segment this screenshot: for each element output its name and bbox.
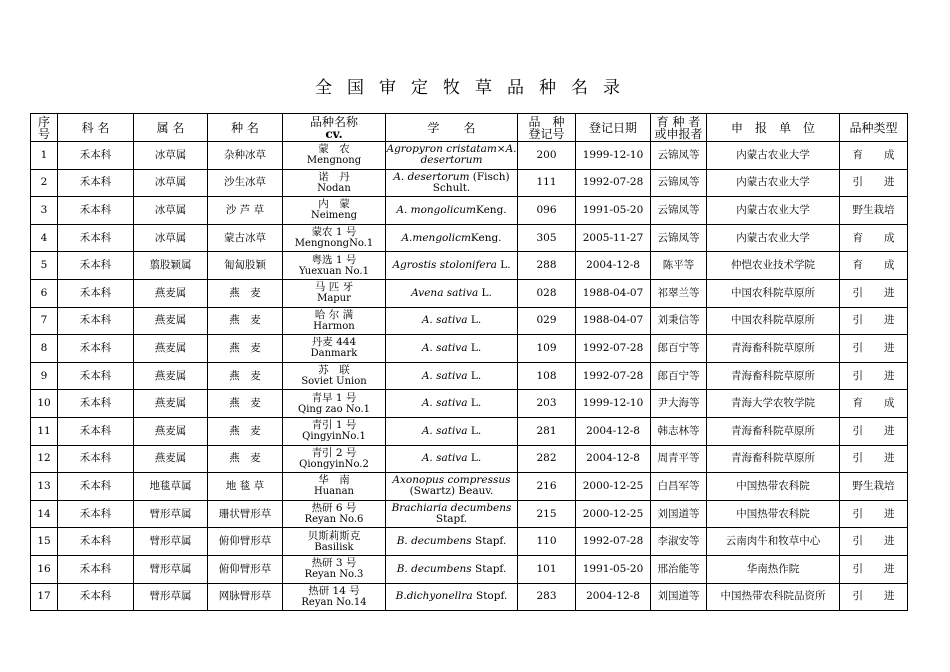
cell-registration-number: 305: [518, 224, 576, 252]
header-date: 登记日期: [576, 114, 651, 142]
cell-species: 燕 麦: [208, 417, 283, 445]
cell-applicant-unit: 内蒙古农业大学: [707, 142, 840, 170]
cell-date: 2000-12-25: [576, 473, 651, 501]
scientific-authority: L.: [496, 259, 511, 272]
cell-species: 燕 麦: [208, 390, 283, 418]
cell-seq: 13: [31, 473, 58, 501]
cell-date: 1991-05-20: [576, 197, 651, 225]
scientific-binomial: B. decumbens: [396, 535, 472, 548]
cell-genus: 燕麦属: [134, 445, 208, 473]
cell-family: 禾本科: [58, 583, 134, 611]
cell-cultivar: [283, 362, 386, 390]
cell-seq: 3: [31, 197, 58, 225]
scientific-authority: L.: [467, 452, 482, 465]
cell-genus: 燕麦属: [134, 335, 208, 363]
cell-cultivar: [283, 252, 386, 280]
cell-scientific-name: [386, 445, 518, 473]
cell-species: 燕 麦: [208, 335, 283, 363]
cell-type: 育 成: [840, 390, 908, 418]
cell-scientific-name: [386, 224, 518, 252]
table-row: [31, 279, 908, 307]
cell-family: 禾本科: [58, 335, 134, 363]
cell-family: 禾本科: [58, 500, 134, 528]
cell-scientific-name: [386, 197, 518, 225]
cell-scientific-name: [386, 362, 518, 390]
cell-genus: 冰草属: [134, 142, 208, 170]
cell-species: 燕 麦: [208, 445, 283, 473]
cell-breeder: 尹大海等: [651, 390, 707, 418]
cultivar-en: Danmark: [310, 348, 358, 360]
cell-registration-number: 281: [518, 417, 576, 445]
cell-seq: 14: [31, 500, 58, 528]
scientific-authority: (Fisch) Schult.: [432, 170, 510, 194]
cell-cultivar: [283, 417, 386, 445]
cell-genus: 臂形草属: [134, 500, 208, 528]
table-row: [31, 390, 908, 418]
cell-family: 禾本科: [58, 197, 134, 225]
cell-genus: 燕麦属: [134, 362, 208, 390]
cell-cultivar: [283, 307, 386, 335]
table-row: [31, 362, 908, 390]
cultivar-cn: 蒙农 1 号: [311, 226, 357, 239]
table-row: [31, 500, 908, 528]
cell-registration-number: 283: [518, 583, 576, 611]
cultivar-en: Reyan No.6: [304, 514, 364, 526]
header-species: 种 名: [208, 114, 283, 142]
cultivar-en: Reyan No.3: [304, 569, 364, 581]
cell-genus: 燕麦属: [134, 279, 208, 307]
cell-scientific-name: [386, 583, 518, 611]
cell-breeder: 白昌军等: [651, 473, 707, 501]
cell-date: 1988-04-07: [576, 307, 651, 335]
scientific-authority: L.: [478, 286, 492, 299]
cell-breeder: 李淑安等: [651, 528, 707, 556]
cell-scientific-name: [386, 335, 518, 363]
cell-genus: 燕麦属: [134, 307, 208, 335]
cell-species: 沙生冰草: [208, 169, 283, 197]
cell-applicant-unit: 中国热带农科院品资所: [707, 583, 840, 611]
cell-seq: 6: [31, 279, 58, 307]
cell-registration-number: 096: [518, 197, 576, 225]
scientific-authority: (Swartz) Beauv.: [409, 485, 494, 498]
scientific-authority: L.: [467, 397, 482, 410]
cell-family: 禾本科: [58, 445, 134, 473]
header-seq: 序 号: [31, 114, 58, 142]
cell-registration-number: 110: [518, 528, 576, 556]
scientific-authority: L.: [467, 424, 482, 437]
cell-cultivar: [283, 500, 386, 528]
cell-species: 燕 麦: [208, 279, 283, 307]
cell-type: 育 成: [840, 142, 908, 170]
cell-registration-number: 288: [518, 252, 576, 280]
cell-seq: 7: [31, 307, 58, 335]
scientific-authority: Stapf.: [471, 562, 507, 575]
header-registration-number: 品 种 登记号: [518, 114, 576, 142]
cell-date: 1992-07-28: [576, 362, 651, 390]
cell-applicant-unit: 云南肉牛和牧草中心: [707, 528, 840, 556]
cell-breeder: 云锦凤等: [651, 142, 707, 170]
cell-applicant-unit: 华南热作院: [707, 555, 840, 583]
cultivar-cn: 苏 联: [318, 364, 350, 377]
scientific-authority: Stapf.: [471, 535, 507, 548]
cell-seq: 2: [31, 169, 58, 197]
cultivar-cn: 青引 2 号: [311, 446, 357, 459]
table-row: [31, 224, 908, 252]
cell-seq: 8: [31, 335, 58, 363]
cell-seq: 16: [31, 555, 58, 583]
cultivar-en: QingyinNo.1: [302, 431, 366, 443]
cell-species: 燕 麦: [208, 307, 283, 335]
cell-type: 野生栽培: [840, 197, 908, 225]
cell-breeder: 刘国道等: [651, 500, 707, 528]
cell-applicant-unit: 内蒙古农业大学: [707, 224, 840, 252]
cell-registration-number: 101: [518, 555, 576, 583]
cell-date: 2004-12-8: [576, 252, 651, 280]
cell-type: 引 进: [840, 362, 908, 390]
cell-seq: 15: [31, 528, 58, 556]
cultivar-cn: 贝斯莉斯克: [307, 529, 361, 542]
cell-date: 1988-04-07: [576, 279, 651, 307]
cell-genus: 冰草属: [134, 197, 208, 225]
cell-family: 禾本科: [58, 307, 134, 335]
cell-applicant-unit: 青海畜科院草原所: [707, 417, 840, 445]
cell-genus: 臂形草属: [134, 583, 208, 611]
cell-registration-number: 200: [518, 142, 576, 170]
cell-seq: 5: [31, 252, 58, 280]
scientific-binomial: Axonopus compressus: [392, 474, 511, 487]
cell-applicant-unit: 青海大学农牧学院: [707, 390, 840, 418]
cell-cultivar: [283, 445, 386, 473]
cell-species: 蒙古冰草: [208, 224, 283, 252]
table-row: [31, 169, 908, 197]
cell-registration-number: 029: [518, 307, 576, 335]
cell-scientific-name: [386, 555, 518, 583]
cell-registration-number: 203: [518, 390, 576, 418]
cell-family: 禾本科: [58, 362, 134, 390]
cell-scientific-name: [386, 169, 518, 197]
cultivar-cn: 华 南: [318, 474, 350, 487]
cell-date: 2004-12-8: [576, 583, 651, 611]
header-cultivar: 品种名称 cv.: [283, 114, 386, 142]
cell-type: 引 进: [840, 500, 908, 528]
cell-type: 引 进: [840, 445, 908, 473]
cell-cultivar: [283, 169, 386, 197]
cell-family: 禾本科: [58, 252, 134, 280]
cell-applicant-unit: 中国热带农科院: [707, 500, 840, 528]
cell-genus: 燕麦属: [134, 417, 208, 445]
cultivar-register-table: [30, 113, 908, 611]
cell-scientific-name: [386, 307, 518, 335]
cell-date: 2005-11-27: [576, 224, 651, 252]
cell-applicant-unit: 中国热带农科院: [707, 473, 840, 501]
cell-applicant-unit: 内蒙古农业大学: [707, 169, 840, 197]
cultivar-cn: 丹麦 444: [311, 336, 357, 349]
cell-species: 匍匐股颖: [208, 252, 283, 280]
cell-genus: 翦股颖属: [134, 252, 208, 280]
cell-registration-number: 028: [518, 279, 576, 307]
scientific-binomial: B.dichyonellra: [395, 590, 473, 603]
scientific-binomial: B. decumbens: [396, 562, 472, 575]
cell-cultivar: [283, 224, 386, 252]
cell-cultivar: [283, 473, 386, 501]
scientific-binomial: A. sativa: [421, 452, 468, 465]
page-title: 全国审定牧草品种名录: [315, 78, 635, 98]
scientific-binomial: Brachiaria decumbens: [391, 502, 512, 515]
table-row: [31, 445, 908, 473]
cell-cultivar: [283, 279, 386, 307]
cell-date: 2000-12-25: [576, 500, 651, 528]
cell-registration-number: 108: [518, 362, 576, 390]
table-row: [31, 252, 908, 280]
table-row: [31, 473, 908, 501]
cultivar-en: Soviet Union: [301, 376, 367, 388]
cell-type: 育 成: [840, 224, 908, 252]
table-row: [31, 583, 908, 611]
cell-type: 引 进: [840, 555, 908, 583]
cultivar-en: Harmon: [313, 320, 355, 332]
header-breeder: 育 种 者 或申报者: [651, 114, 707, 142]
cultivar-cn: 诺 丹: [318, 170, 350, 183]
cell-seq: 4: [31, 224, 58, 252]
cell-type: 引 进: [840, 417, 908, 445]
scientific-authority: Keng.: [470, 231, 502, 244]
cell-family: 禾本科: [58, 224, 134, 252]
cell-family: 禾本科: [58, 473, 134, 501]
scientific-binomial: A. sativa: [421, 369, 468, 382]
cell-seq: 1: [31, 142, 58, 170]
cultivar-en: Basilisk: [314, 541, 354, 553]
cell-genus: 冰草属: [134, 224, 208, 252]
cell-seq: 12: [31, 445, 58, 473]
cell-species: 杂种冰草: [208, 142, 283, 170]
cultivar-cn: 青早 1 号: [311, 391, 357, 404]
cell-applicant-unit: 中国农科院草原所: [707, 307, 840, 335]
cell-breeder: 云锦凤等: [651, 224, 707, 252]
cell-breeder: 陈平等: [651, 252, 707, 280]
cultivar-en: Mengnong: [306, 155, 362, 167]
cell-type: 引 进: [840, 307, 908, 335]
scientific-authority: L.: [467, 341, 482, 354]
cell-breeder: 韩志林等: [651, 417, 707, 445]
cultivar-cn: 蒙 农: [318, 143, 350, 156]
scientific-authority: Stapf.: [435, 513, 468, 526]
cell-date: 1999-12-10: [576, 142, 651, 170]
cell-applicant-unit: 中国农科院草原所: [707, 279, 840, 307]
cell-genus: 冰草属: [134, 169, 208, 197]
cultivar-cn: 热研 3 号: [311, 557, 357, 570]
cell-applicant-unit: 仲恺农业技术学院: [707, 252, 840, 280]
cell-genus: 臂形草属: [134, 528, 208, 556]
cultivar-en: Reyan No.14: [301, 596, 367, 608]
cell-date: 1992-07-28: [576, 528, 651, 556]
cultivar-en: Nodan: [317, 182, 351, 194]
cell-cultivar: [283, 555, 386, 583]
scientific-binomial: A. sativa: [421, 424, 468, 437]
cell-family: 禾本科: [58, 279, 134, 307]
cultivar-en: Qing zao No.1: [298, 403, 370, 415]
cell-date: 2004-12-8: [576, 445, 651, 473]
cell-genus: 地毯草属: [134, 473, 208, 501]
header-family: 科 名: [58, 114, 134, 142]
cell-type: 引 进: [840, 528, 908, 556]
cell-breeder: 祁翠兰等: [651, 279, 707, 307]
cell-registration-number: 111: [518, 169, 576, 197]
cultivar-cn: 粤选 1 号: [311, 253, 357, 266]
scientific-binomial: A.mengolicm: [401, 231, 471, 244]
cell-date: 1999-12-10: [576, 390, 651, 418]
cell-species: 地 毯 草: [208, 473, 283, 501]
scientific-authority: Stopf.: [472, 590, 508, 603]
cell-genus: 臂形草属: [134, 555, 208, 583]
table-row: [31, 528, 908, 556]
table-row: [31, 555, 908, 583]
cell-breeder: 云锦凤等: [651, 197, 707, 225]
cell-applicant-unit: 青海畜科院草原所: [707, 362, 840, 390]
scientific-authority: Keng.: [476, 203, 507, 216]
cell-species: 沙 芦 草: [208, 197, 283, 225]
cultivar-cn: 热研 14 号: [308, 584, 360, 597]
table-row: [31, 307, 908, 335]
cell-type: 引 进: [840, 279, 908, 307]
cell-scientific-name: [386, 500, 518, 528]
cultivar-cn: 青引 1 号: [311, 419, 357, 432]
cultivar-en: Yuexuan No.1: [299, 265, 369, 277]
cell-scientific-name: [386, 417, 518, 445]
cell-seq: 11: [31, 417, 58, 445]
cell-type: 野生栽培: [840, 473, 908, 501]
cell-cultivar: [283, 335, 386, 363]
cell-family: 禾本科: [58, 390, 134, 418]
cultivar-en: Neimeng: [310, 210, 358, 222]
scientific-binomial: Agrostis stolonifera: [392, 259, 497, 272]
cell-species: 俯仰臂形草: [208, 555, 283, 583]
header-type: 品种类型: [840, 114, 908, 142]
table-row: [31, 197, 908, 225]
cell-species: 燕 麦: [208, 362, 283, 390]
cell-species: 网脉臂形草: [208, 583, 283, 611]
cell-cultivar: [283, 583, 386, 611]
scientific-binomial: A. mongolicum: [396, 203, 477, 216]
cell-type: 引 进: [840, 169, 908, 197]
cell-seq: 9: [31, 362, 58, 390]
header-row: [31, 114, 908, 142]
cell-date: 1992-07-28: [576, 335, 651, 363]
cell-seq: 10: [31, 390, 58, 418]
scientific-binomial: A. sativa: [421, 341, 468, 354]
cell-scientific-name: [386, 528, 518, 556]
cell-scientific-name: [386, 279, 518, 307]
cell-family: 禾本科: [58, 142, 134, 170]
cultivar-en: Huanan: [314, 486, 354, 498]
cell-breeder: 周青平等: [651, 445, 707, 473]
scientific-binomial: A. sativa: [421, 314, 468, 327]
cell-registration-number: 216: [518, 473, 576, 501]
cell-family: 禾本科: [58, 528, 134, 556]
cultivar-cn: 内 蒙: [318, 198, 350, 211]
cultivar-cn: 热研 6 号: [311, 502, 357, 515]
cell-scientific-name: [386, 142, 518, 170]
scientific-binomial: A. sativa: [421, 397, 468, 410]
header-applicant-unit: 申 报 单 位: [707, 114, 840, 142]
cultivar-cn: 马 匹 牙: [314, 281, 354, 294]
cell-date: 1992-07-28: [576, 169, 651, 197]
scientific-authority: L.: [467, 369, 482, 382]
cell-applicant-unit: 内蒙古农业大学: [707, 197, 840, 225]
header-scientific-name: 学 名: [386, 114, 518, 142]
cell-registration-number: 215: [518, 500, 576, 528]
cell-scientific-name: [386, 473, 518, 501]
scientific-binomial: A. desertorum: [393, 170, 470, 183]
cell-scientific-name: [386, 390, 518, 418]
scientific-authority: L.: [467, 314, 482, 327]
cell-breeder: 郎百宁等: [651, 362, 707, 390]
cell-species: 俯仰臂形草: [208, 528, 283, 556]
cell-breeder: 刘秉信等: [651, 307, 707, 335]
header-genus: 属 名: [134, 114, 208, 142]
cell-family: 禾本科: [58, 555, 134, 583]
cell-applicant-unit: 青海畜科院草原所: [707, 335, 840, 363]
table-row: [31, 417, 908, 445]
scientific-binomial: Agropyron cristatam×A. desertorum: [386, 143, 517, 167]
cell-date: 2004-12-8: [576, 417, 651, 445]
cell-date: 1991-05-20: [576, 555, 651, 583]
cultivar-en: QiongyinNo.2: [299, 458, 369, 470]
cell-cultivar: [283, 197, 386, 225]
cell-breeder: 刘国道等: [651, 583, 707, 611]
scientific-binomial: Avena sativa: [411, 286, 479, 299]
cell-family: 禾本科: [58, 169, 134, 197]
cell-species: 珊状臂形草: [208, 500, 283, 528]
cultivar-en: MengnongNo.1: [294, 238, 374, 250]
cell-cultivar: [283, 142, 386, 170]
cell-type: 引 进: [840, 335, 908, 363]
cell-type: 育 成: [840, 252, 908, 280]
cultivar-cn: 哈 尔 满: [314, 308, 354, 321]
cell-genus: 燕麦属: [134, 390, 208, 418]
cell-type: 引 进: [840, 583, 908, 611]
table-row: [31, 335, 908, 363]
cell-scientific-name: [386, 252, 518, 280]
cell-applicant-unit: 青海畜科院草原所: [707, 445, 840, 473]
cultivar-en: Mapur: [317, 293, 351, 305]
cell-cultivar: [283, 528, 386, 556]
cell-seq: 17: [31, 583, 58, 611]
cell-registration-number: 282: [518, 445, 576, 473]
cell-breeder: 云锦凤等: [651, 169, 707, 197]
cell-breeder: 邢治能等: [651, 555, 707, 583]
cell-breeder: 郎百宁等: [651, 335, 707, 363]
cell-cultivar: [283, 390, 386, 418]
cell-family: 禾本科: [58, 417, 134, 445]
cell-registration-number: 109: [518, 335, 576, 363]
table-row: [31, 142, 908, 170]
